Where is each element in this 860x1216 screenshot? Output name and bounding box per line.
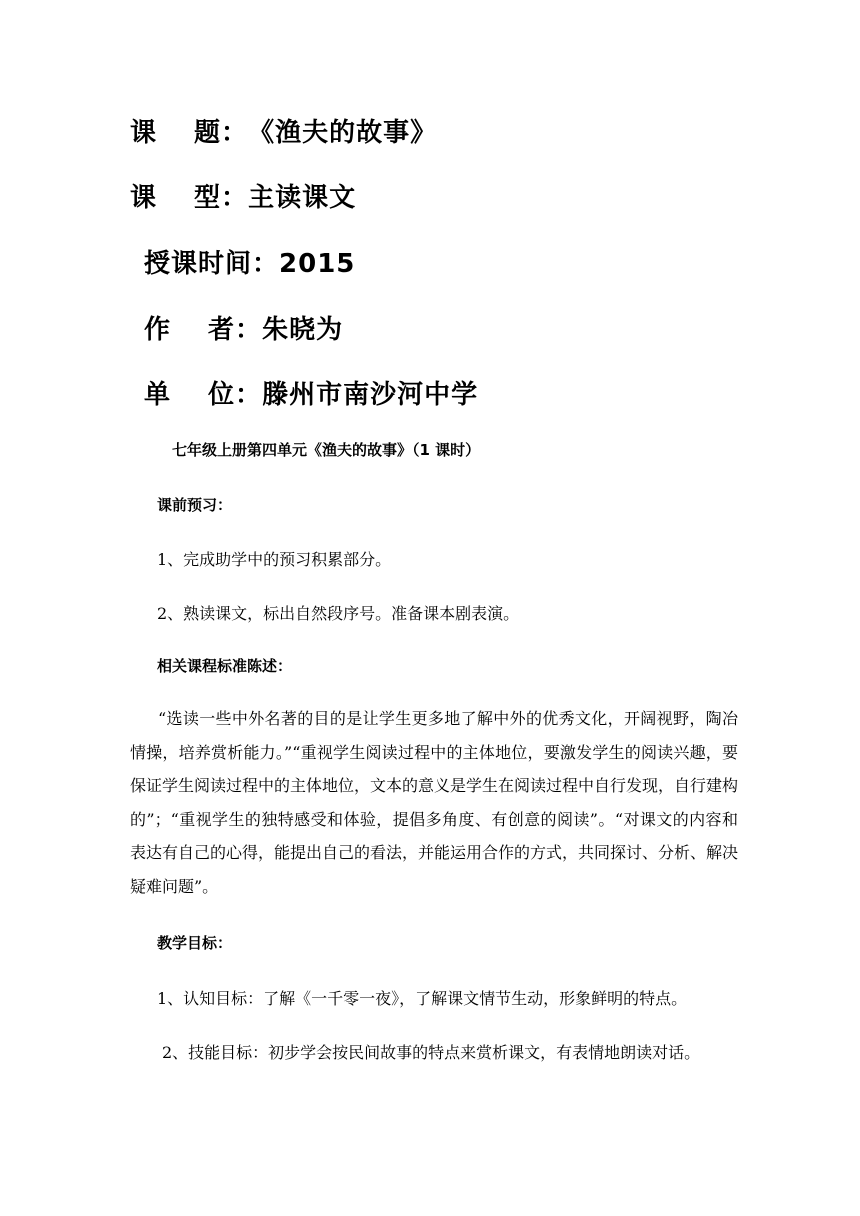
type-label: 课 型： — [130, 183, 249, 213]
author-value: 朱晓为 — [262, 315, 344, 345]
topic-line — [130, 112, 437, 149]
author-line — [144, 309, 343, 346]
goals-heading: 教学目标： — [157, 934, 233, 952]
unit-value: 滕州市南沙河中学 — [262, 380, 479, 410]
preview-item: 1、完成助学中的预习积累部分。 — [157, 550, 392, 569]
goal-item: 2、技能目标：初步学会按民间故事的特点来赏析课文，有表情地朗读对话。 — [162, 1043, 701, 1062]
time-line — [144, 243, 355, 280]
topic-value: 《渔夫的故事》 — [248, 118, 438, 148]
standards-heading: 相关课程标准陈述： — [157, 657, 293, 675]
unit-line — [144, 374, 478, 411]
unit-label: 单 位： — [144, 380, 263, 410]
author-label: 作 者： — [144, 315, 263, 345]
goal-item: 1、认知目标：了解《一千零一夜》，了解课文情节生动，形象鲜明的特点。 — [157, 989, 688, 1008]
lesson-title: 七年级上册第四单元《渔夫的故事》（1 课时） — [172, 441, 481, 459]
type-line — [130, 177, 356, 214]
topic-label: 课 题： — [130, 118, 249, 148]
standards-paragraph: “选读一些中外名著的目的是让学生更多地了解中外的优秀文化，开阔视野，陶冶情操，培养赏析能力。”“重视学生阅读过程中的主体地位，要激发学生的阅读兴趣，要保证学生阅读过程中的主体地位，文本的意义是学生在阅读过程中自行发现，自行建构的”；“重视学生的独特感受和体验，提倡多角度、有创意的阅读”。“对课文的内容和表达有自己的心得，能提出自己的看法，并能运用合作的方式，共同探讨、分析、解决疑难问题”。 — [130, 709, 739, 896]
time-value: 2015 — [279, 249, 356, 279]
time-label: 授课时间： — [144, 249, 280, 279]
preview-item: 2、熟读课文，标出自然段序号。准备课本剧表演。 — [157, 604, 520, 623]
preview-heading: 课前预习： — [157, 496, 233, 514]
type-value: 主读课文 — [248, 183, 357, 213]
